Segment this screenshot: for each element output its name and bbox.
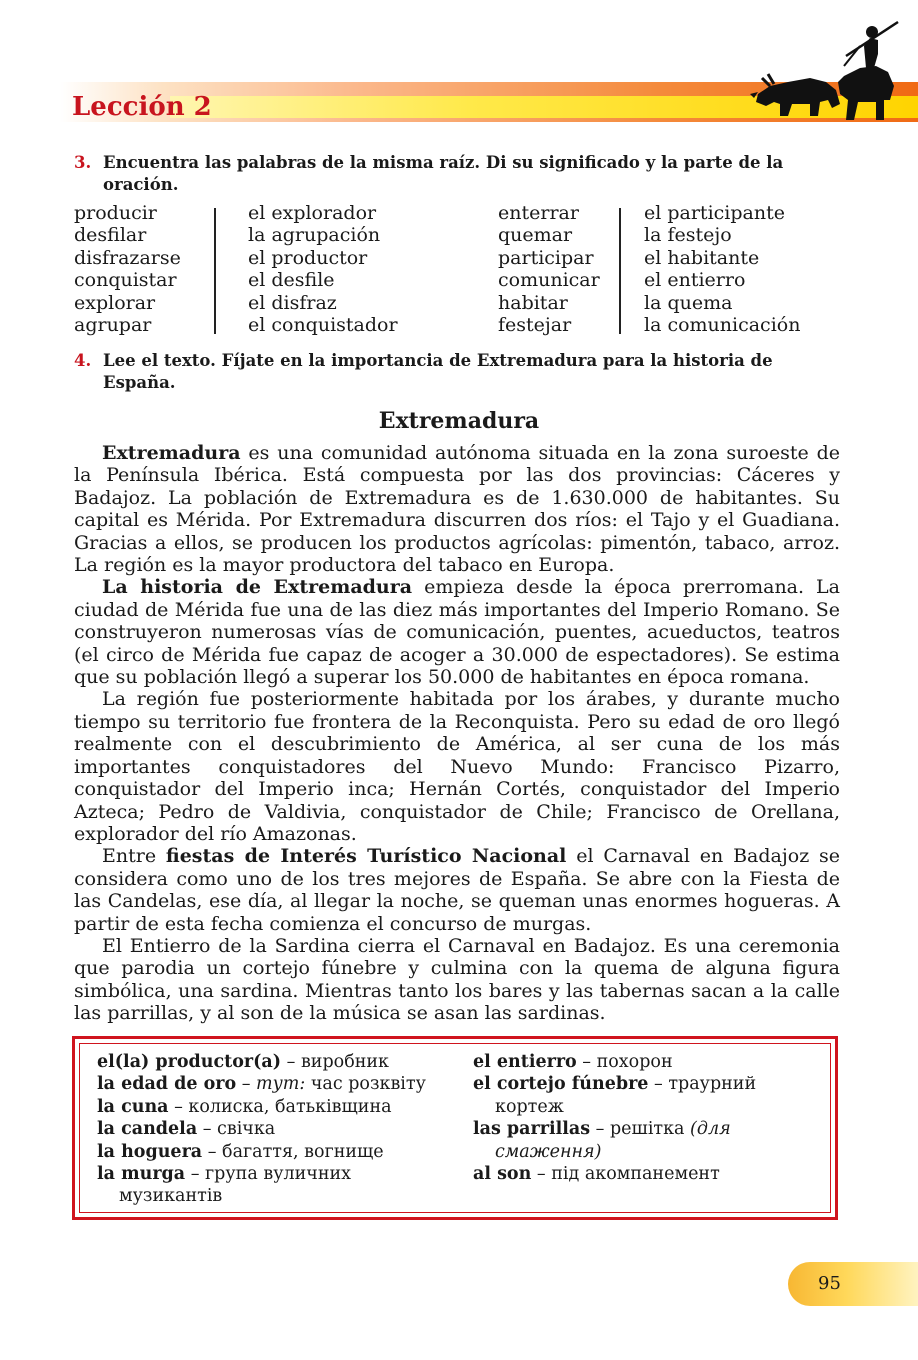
word-item: el disfraz [248, 291, 337, 314]
vocab-note: тут: [256, 1074, 306, 1095]
word-item: el entierro [644, 269, 746, 292]
bullfighter-illustration-icon [748, 16, 908, 126]
paragraph [74, 576, 840, 688]
vocab-entry [473, 1051, 818, 1073]
task-number: 4. [74, 351, 92, 370]
vocab-dash: – [236, 1074, 257, 1095]
vocab-translation: колиска, батьківщина [188, 1096, 392, 1117]
word-item: el desfile [248, 269, 335, 292]
word-item: el productor [248, 246, 368, 269]
page-header [0, 0, 918, 140]
vocab-dash: – [202, 1141, 223, 1162]
vocab-entry [97, 1163, 447, 1208]
vocab-dash: – [185, 1164, 206, 1185]
reading-text [74, 442, 840, 1025]
vocab-translation: час розквіту [305, 1074, 426, 1095]
word-column-4 [644, 202, 800, 336]
vocab-term: la edad de oro [97, 1074, 237, 1095]
vocab-translation: похорон [596, 1052, 673, 1072]
vocab-dash: – [531, 1164, 552, 1185]
word-item: habitar [498, 291, 568, 314]
task-instruction: Encuentra las palabras de la misma raíz. Di su significado y la parte de la oración. [103, 153, 784, 194]
vocab-translation: виробник [300, 1052, 389, 1072]
vocab-term: la candela [97, 1119, 198, 1140]
vocab-entry [97, 1096, 447, 1118]
paragraph-text: El Entierro de la Sardina cierra el Carnaval en Badajoz. Es una ceremonia que parodia un cortejo fúnebre y culmina con la quema de alguna figura simbólica, una sardina. Mientras tanto los bares y las tabernas sacan a la calle las parrillas, y al son de la música se asan las sardinas. [74, 934, 840, 1025]
vocab-translation: решітка [609, 1119, 685, 1140]
vocab-entry [473, 1073, 818, 1118]
paragraph [74, 688, 840, 845]
lesson-title: Lección 2 [72, 92, 212, 122]
vocab-term: el entierro [473, 1052, 577, 1072]
vocab-translation: під акомпанемент [551, 1164, 720, 1185]
vocab-translation: траурний кортеж [495, 1074, 757, 1117]
vocabulary-right-column [473, 1051, 818, 1185]
vocab-term: la cuna [97, 1096, 169, 1117]
paragraph-text: empieza desde la época prerromana. La ciudad de Mérida fue una de las diez más importantes del Imperio Romano. Se construyeron numerosas vías de comunicación, puentes, acueductos, teatros (el circo de Mérida fue capaz de acoger a 30.000 de espectadores). Se estima que su población llegó a superar los 50.000 de habitantes en época romana. [74, 576, 841, 689]
word-item: la comunicación [644, 314, 801, 337]
vocab-note: (для смаження) [495, 1119, 731, 1162]
word-item: enterrar [498, 202, 579, 224]
vocab-translation: свічка [217, 1119, 276, 1140]
vocab-term: el cortejo fúnebre [473, 1074, 649, 1095]
task-3 [74, 152, 840, 196]
reading-title: Extremadura [378, 408, 540, 434]
word-column-1 [74, 202, 181, 336]
word-item: agrupar [74, 314, 152, 337]
vocab-translation: багаття, вогнище [222, 1141, 384, 1162]
word-item: participar [498, 246, 594, 269]
task-number: 3. [74, 153, 92, 172]
vocab-term: el(la) productor(a) [97, 1052, 282, 1072]
paragraph [74, 845, 840, 935]
page-number-tab [788, 1262, 918, 1306]
word-item: el participante [644, 202, 785, 224]
vocab-term: la hoguera [97, 1141, 203, 1162]
paragraph-keyword: Extremadura [102, 442, 241, 464]
vocab-entry [97, 1141, 447, 1163]
vocab-term: las parrillas [473, 1119, 591, 1140]
vocab-dash: – [590, 1119, 610, 1140]
word-column-3 [498, 202, 600, 336]
vocab-dash: – [281, 1052, 301, 1072]
word-item: disfrazarse [74, 246, 181, 269]
word-item: quemar [498, 224, 573, 247]
paragraph [74, 442, 840, 576]
vocab-dash: – [648, 1074, 669, 1095]
vocab-entry [473, 1163, 818, 1185]
paragraph-text: el Carnaval en Badajoz se considera como uno de los tres mejores de España. Se abre con la Fiesta de las Candelas, ese día, al llegar la noche, se queman unas enormes hogueras. A partir de esta fecha comienza el concurso de murgas. [74, 845, 841, 935]
vocab-term: la murga [97, 1164, 186, 1185]
paragraph [74, 935, 840, 1025]
vocab-dash: – [576, 1052, 597, 1072]
word-item: la festejo [644, 224, 732, 247]
column-divider [214, 208, 216, 334]
word-item: el habitante [644, 246, 760, 269]
word-item: comunicar [498, 269, 600, 292]
paragraph-prefix: Entre [102, 845, 166, 868]
page-number: 95 [818, 1273, 841, 1294]
vocab-entry [97, 1118, 447, 1140]
vocabulary-left-column [97, 1051, 447, 1208]
word-item: explorar [74, 291, 156, 314]
paragraph-text: es una comunidad autónoma situada en la zona suroeste de la Península Ibérica. Está compuesta por las dos provincias: Cáceres y Badajoz. La población de Extremadura es de 1.630.000 de habitantes. Su capital es Mérida. Por Extremadura discurren dos ríos: el Tajo y el Guadiana. Gracias a ellos, se producen los productos agrícolas: pimentón, tabaco, arroz. La región es la mayor productora del tabaco en Europa. [74, 442, 840, 577]
vocab-entry [473, 1118, 818, 1163]
paragraph-keyword: fiestas de Interés Turístico Nacional [165, 845, 567, 868]
word-item: el explorador [248, 202, 377, 224]
vocab-dash: – [168, 1096, 189, 1117]
word-column-2 [248, 202, 398, 336]
word-item: la quema [644, 291, 733, 314]
vocab-entry [97, 1073, 447, 1095]
word-item: conquistar [74, 269, 177, 292]
paragraph-keyword: La historia de Extremadura [102, 576, 413, 599]
vocab-entry [97, 1051, 447, 1073]
vocab-term: al son [473, 1164, 532, 1185]
word-item: la agrupación [248, 224, 381, 247]
vocab-dash: – [197, 1119, 218, 1140]
paragraph-text: La región fue posteriormente habitada por los árabes, y durante mucho tiempo su territorio fue frontera de la Reconquista. Pero su edad de oro llegó realmente con el descubrimiento de América, al ser cuna de los más importantes conquistadores del Nuevo Mundo: Francisco Pizarro, conquistador del Imperio inca; Hernán Cortés, conquistador del Imperio Azteca; Pedro de Valdivia, conquistador de Chile; Francisco de Orellana, explorador del río Amazonas. [74, 688, 840, 845]
word-item: producir [74, 202, 157, 224]
vocabulary-box [72, 1036, 838, 1220]
vocab-translation: група вуличних музикантів [119, 1164, 352, 1207]
word-item: el conquistador [248, 314, 398, 337]
column-divider [619, 208, 621, 334]
word-item: desfilar [74, 224, 147, 247]
word-item: festejar [498, 314, 572, 337]
task-4 [74, 350, 840, 394]
task-instruction: Lee el texto. Fíjate en la importancia de Extremadura para la historia de España. [103, 351, 773, 392]
